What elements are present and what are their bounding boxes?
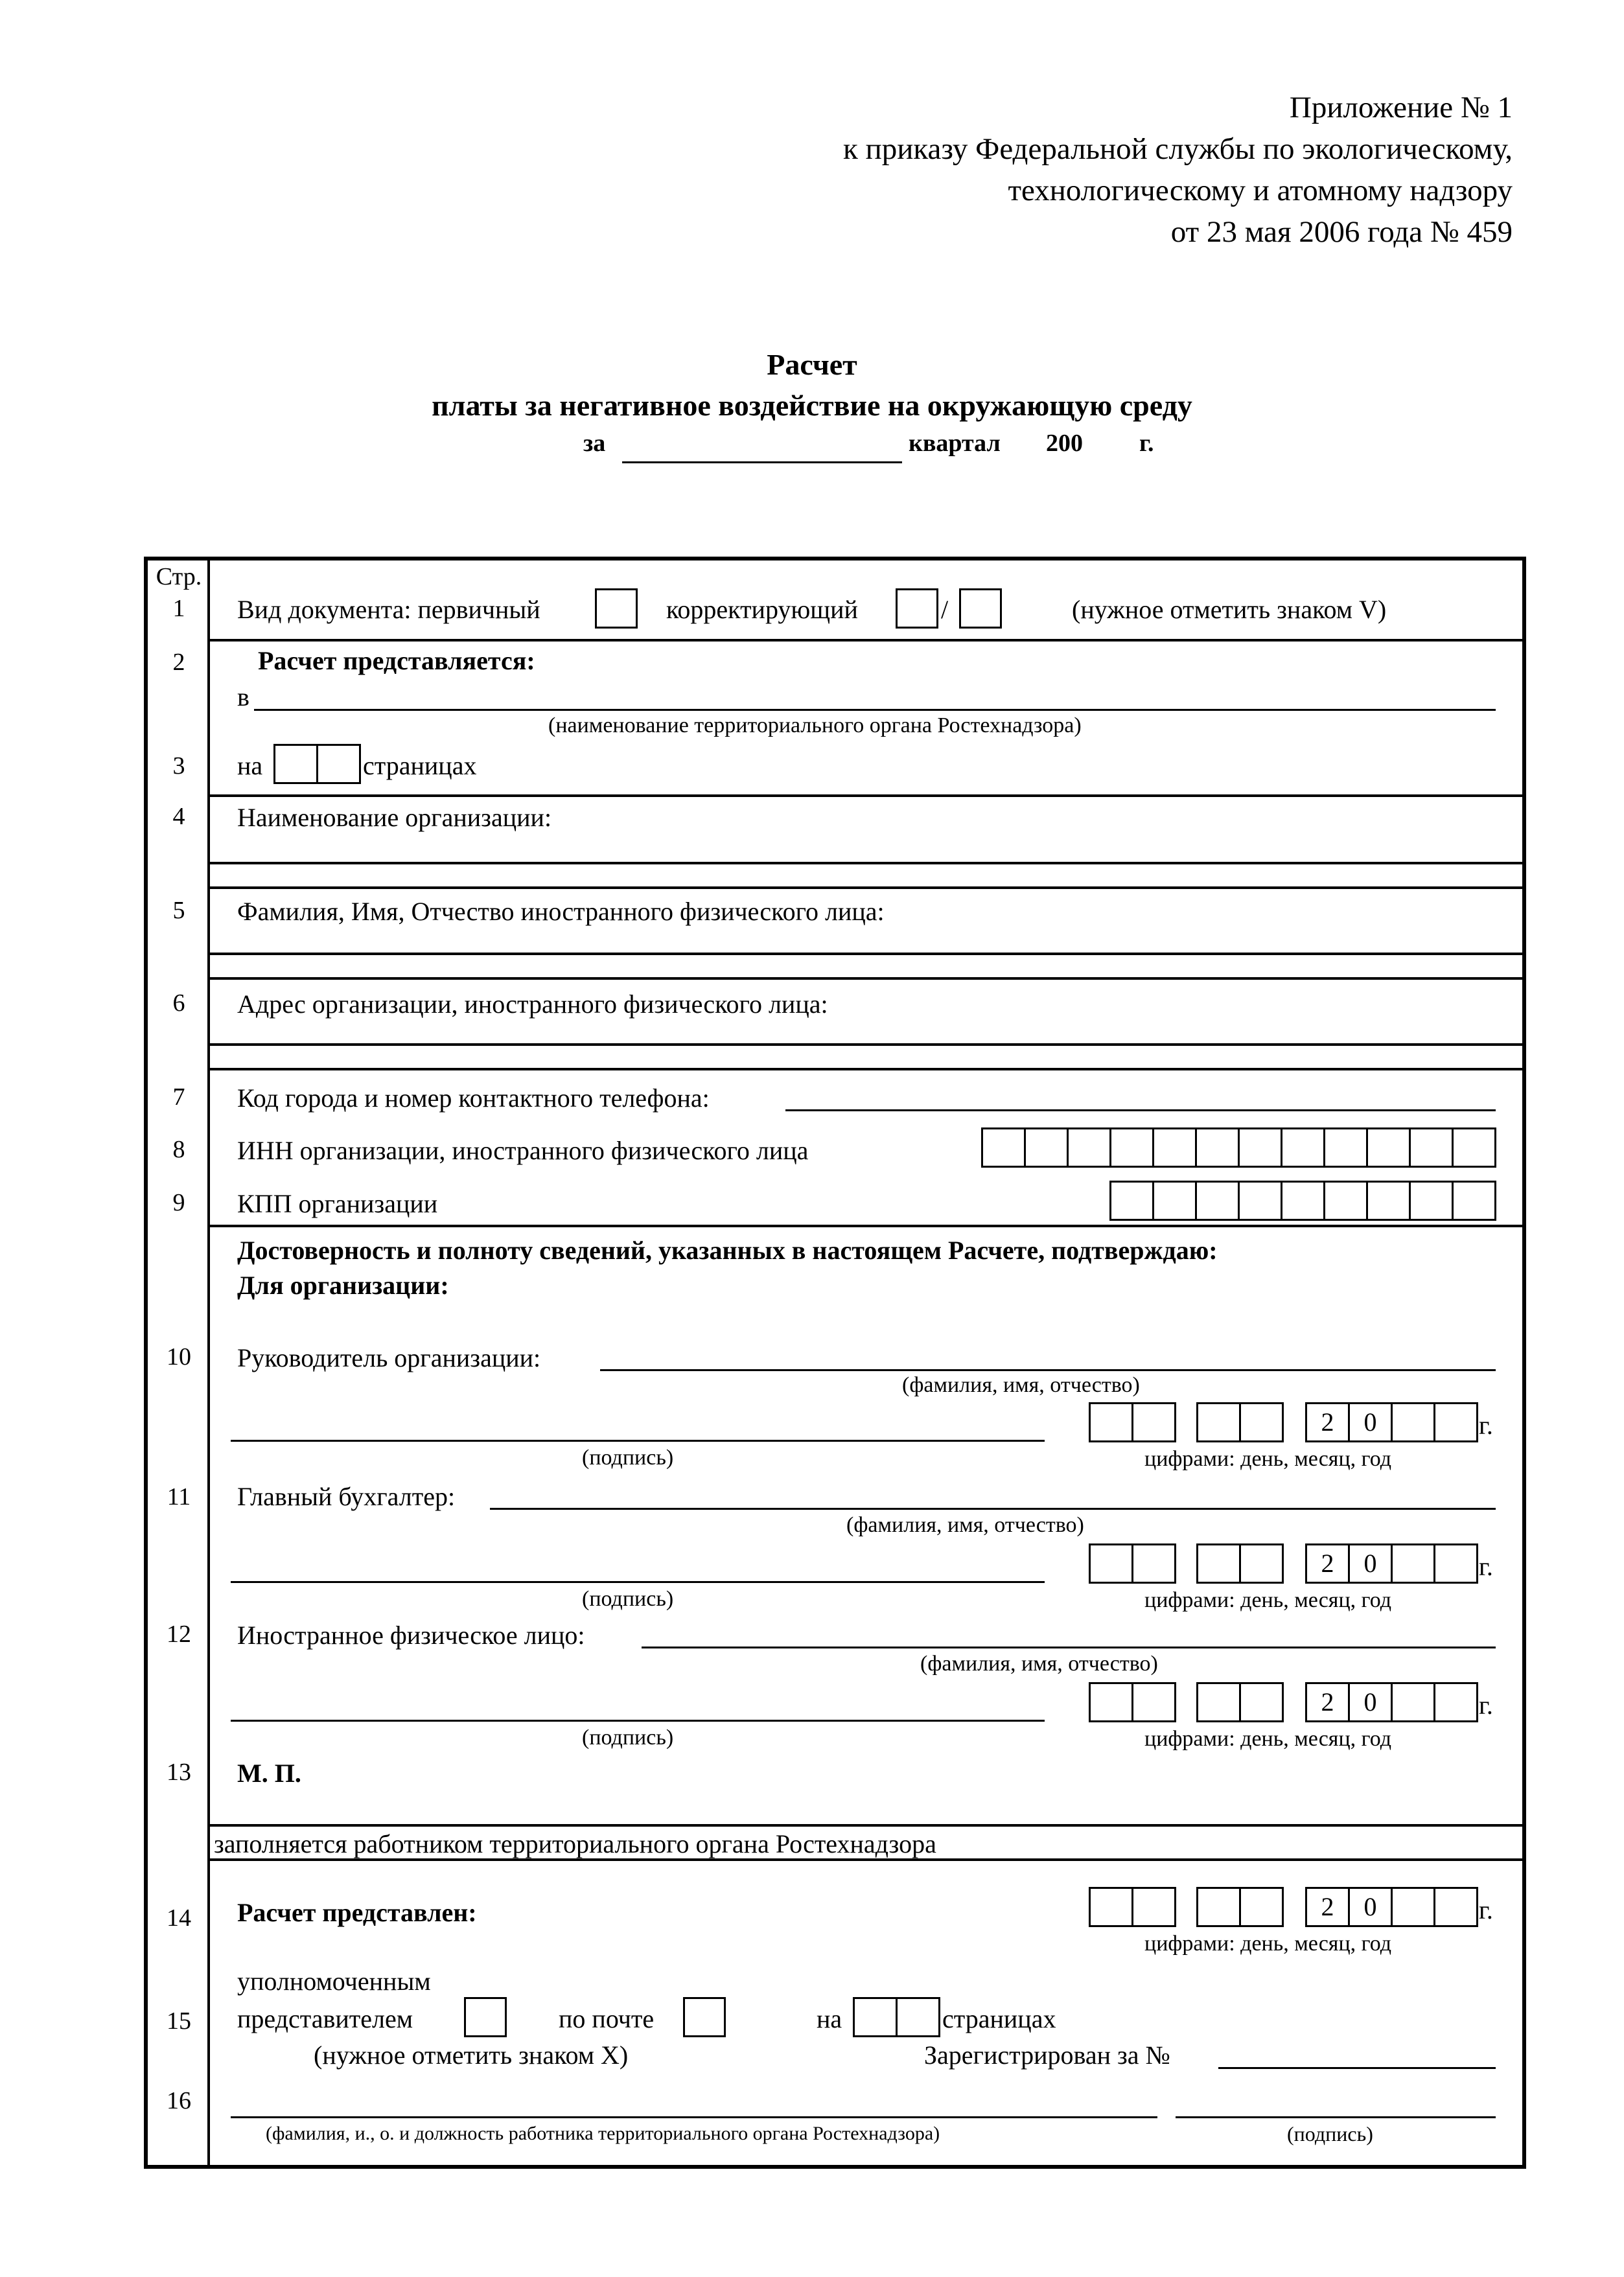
row-num-15: 15 bbox=[167, 2007, 191, 2035]
org-name-label: Наименование организации: bbox=[237, 803, 552, 832]
head-fio-hint: (фамилия, имя, отчество) bbox=[902, 1373, 1140, 1397]
quarter-field[interactable] bbox=[622, 461, 902, 463]
filled-by-label: заполняется работником территориального органа Ростехнадзора bbox=[214, 1829, 936, 1858]
row-num-4: 4 bbox=[172, 803, 185, 830]
foreign-person-month-field[interactable] bbox=[1196, 1682, 1284, 1722]
mark-x-hint: (нужное отметить знаком X) bbox=[314, 2040, 629, 2070]
head-day-field[interactable] bbox=[1089, 1402, 1176, 1442]
pages-label-2: страницах bbox=[942, 2004, 1056, 2033]
representative-checkbox[interactable] bbox=[464, 1997, 507, 2037]
mark-v-hint: (нужное отметить знаком V) bbox=[1072, 595, 1387, 624]
presented-date-hint: цифрами: день, месяц, год bbox=[1144, 1932, 1392, 1956]
by-mail-label: по почте bbox=[559, 2004, 655, 2033]
accountant-month-field[interactable] bbox=[1196, 1543, 1284, 1584]
row-num-6: 6 bbox=[172, 989, 185, 1017]
foreign-person-year-field[interactable]: 2 0 bbox=[1305, 1682, 1478, 1722]
header-line-4: от 23 мая 2006 года № 459 bbox=[1170, 215, 1513, 249]
presented-pages-field[interactable] bbox=[853, 1997, 940, 2037]
row-num-10: 10 bbox=[167, 1343, 191, 1370]
row-number-divider bbox=[207, 557, 210, 2169]
head-month-field[interactable] bbox=[1196, 1402, 1284, 1442]
title-year: 200 bbox=[1046, 430, 1083, 457]
row-num-3: 3 bbox=[172, 752, 185, 780]
rule-9 bbox=[207, 1225, 1526, 1227]
presented-label: Расчет представлен: bbox=[237, 1898, 477, 1927]
accountant-g: г. bbox=[1479, 1552, 1493, 1581]
rule-6 bbox=[207, 977, 1526, 980]
row-num-12: 12 bbox=[167, 1621, 191, 1648]
rule-7 bbox=[207, 1043, 1526, 1046]
head-year-field[interactable]: 2 0 bbox=[1305, 1402, 1478, 1442]
presented-g: г. bbox=[1479, 1895, 1493, 1924]
phone-label: Код города и номер контактного телефона: bbox=[237, 1083, 710, 1113]
foreign-person-fio-field[interactable] bbox=[642, 1647, 1496, 1648]
worker-hint: (фамилия, и., о. и должность работника территориального органа Ростехнадзора) bbox=[266, 2123, 940, 2144]
row-num-5: 5 bbox=[172, 897, 185, 924]
foreign-fio-label: Фамилия, Имя, Отчество иностранного физического лица: bbox=[237, 897, 885, 926]
rule-2 bbox=[207, 794, 1526, 797]
rule-8 bbox=[207, 1068, 1526, 1070]
kpp-field[interactable] bbox=[1109, 1181, 1496, 1221]
doc-subtitle: платы за негативное воздействие на окружающую среду bbox=[432, 389, 1192, 422]
foreign-person-day-field[interactable] bbox=[1089, 1682, 1176, 1722]
territorial-hint: (наименование территориального органа Ростехнадзора) bbox=[548, 713, 1082, 737]
accountant-day-field[interactable] bbox=[1089, 1543, 1176, 1584]
v-label: в bbox=[237, 682, 249, 711]
row-num-16: 16 bbox=[167, 2087, 191, 2114]
pages-na-label-2: на bbox=[817, 2004, 842, 2033]
header-line-2: к приказу Федеральной службы по экологическому, bbox=[842, 132, 1513, 166]
pages-label: страницах bbox=[363, 751, 477, 780]
rule-4 bbox=[207, 886, 1526, 889]
mail-checkbox[interactable] bbox=[683, 1997, 726, 2037]
accountant-fio-field[interactable] bbox=[490, 1508, 1496, 1510]
foreign-person-fio-hint: (фамилия, имя, отчество) bbox=[920, 1652, 1158, 1676]
row-num-1: 1 bbox=[172, 595, 185, 622]
territorial-body-field[interactable] bbox=[254, 709, 1496, 711]
worker-sign-field[interactable] bbox=[1176, 2116, 1496, 2118]
phone-field[interactable] bbox=[785, 1109, 1496, 1111]
inn-label: ИНН организации, иностранного физического лица bbox=[237, 1136, 809, 1165]
kpp-label: КПП организации bbox=[237, 1189, 438, 1218]
registered-label: Зарегистрирован за № bbox=[924, 2040, 1170, 2070]
header-line-3: технологическому и атомному надзору bbox=[1008, 174, 1513, 207]
doc-type-label: Вид документа: первичный bbox=[237, 595, 540, 624]
rule-1 bbox=[207, 639, 1526, 641]
title-g: г. bbox=[1139, 430, 1154, 457]
doc-title: Расчет bbox=[767, 348, 857, 381]
presented-year-field[interactable]: 2 0 bbox=[1305, 1887, 1478, 1927]
for-org-label: Для организации: bbox=[237, 1271, 449, 1300]
pages-count-field[interactable] bbox=[273, 744, 361, 784]
rule-5 bbox=[207, 953, 1526, 955]
foreign-person-label: Иностранное физическое лицо: bbox=[237, 1621, 585, 1650]
address-label: Адрес организации, иностранного физического лица: bbox=[237, 989, 828, 1019]
accountant-date-hint: цифрами: день, месяц, год bbox=[1144, 1588, 1392, 1612]
accountant-sign-hint: (подпись) bbox=[582, 1587, 674, 1611]
head-date-hint: цифрами: день, месяц, год bbox=[1144, 1447, 1392, 1471]
primary-checkbox[interactable] bbox=[595, 588, 638, 629]
row-num-11: 11 bbox=[167, 1483, 191, 1510]
title-kvartal: квартал bbox=[909, 430, 1001, 457]
accountant-year-field[interactable]: 2 0 bbox=[1305, 1543, 1478, 1584]
worker-sign-hint: (подпись) bbox=[1287, 2122, 1373, 2145]
accountant-label: Главный бухгалтер: bbox=[237, 1482, 456, 1511]
accountant-fio-hint: (фамилия, имя, отчество) bbox=[846, 1513, 1084, 1537]
inn-field[interactable] bbox=[981, 1127, 1496, 1168]
head-sign-hint: (подпись) bbox=[582, 1446, 674, 1470]
head-fio-field[interactable] bbox=[600, 1369, 1496, 1371]
worker-field[interactable] bbox=[231, 2116, 1157, 2118]
authorized-label: уполномоченным bbox=[237, 1967, 431, 1996]
row-num-2: 2 bbox=[172, 649, 185, 676]
confirm-label: Достоверность и полноту сведений, указанных в настоящем Расчете, подтверждаю: bbox=[237, 1236, 1218, 1265]
corrective-number-box[interactable] bbox=[959, 588, 1002, 629]
foreign-person-g: г. bbox=[1479, 1691, 1493, 1720]
row-num-14: 14 bbox=[167, 1904, 191, 1932]
presented-day-field[interactable] bbox=[1089, 1887, 1176, 1927]
slash: / bbox=[941, 595, 949, 624]
foreign-person-sign-field[interactable] bbox=[231, 1720, 1045, 1722]
presented-month-field[interactable] bbox=[1196, 1887, 1284, 1927]
rule-3 bbox=[207, 862, 1526, 864]
representative-label: представителем bbox=[237, 2004, 413, 2033]
foreign-person-date-hint: цифрами: день, месяц, год bbox=[1144, 1727, 1392, 1751]
corrective-label: корректирующий bbox=[666, 595, 858, 624]
head-label: Руководитель организации: bbox=[237, 1343, 541, 1372]
foreign-person-sign-hint: (подпись) bbox=[582, 1726, 674, 1750]
row-num-9: 9 bbox=[172, 1189, 185, 1216]
pages-na-label: на bbox=[237, 751, 263, 780]
head-g: г. bbox=[1479, 1411, 1493, 1440]
mp-label: М. П. bbox=[237, 1759, 301, 1788]
registration-number-field[interactable] bbox=[1218, 2067, 1496, 2069]
header-line-1: Приложение № 1 bbox=[1289, 91, 1513, 124]
title-za: за bbox=[583, 430, 606, 457]
accountant-sign-field[interactable] bbox=[231, 1581, 1045, 1583]
presented-to-label: Расчет представляется: bbox=[258, 646, 535, 675]
str-label: Стр. bbox=[156, 563, 202, 590]
rule-10 bbox=[207, 1824, 1526, 1827]
row-num-7: 7 bbox=[172, 1083, 185, 1111]
row-num-8: 8 bbox=[172, 1136, 185, 1163]
row-num-13: 13 bbox=[167, 1759, 191, 1786]
head-sign-field[interactable] bbox=[231, 1440, 1045, 1442]
corrective-checkbox[interactable] bbox=[896, 588, 938, 629]
